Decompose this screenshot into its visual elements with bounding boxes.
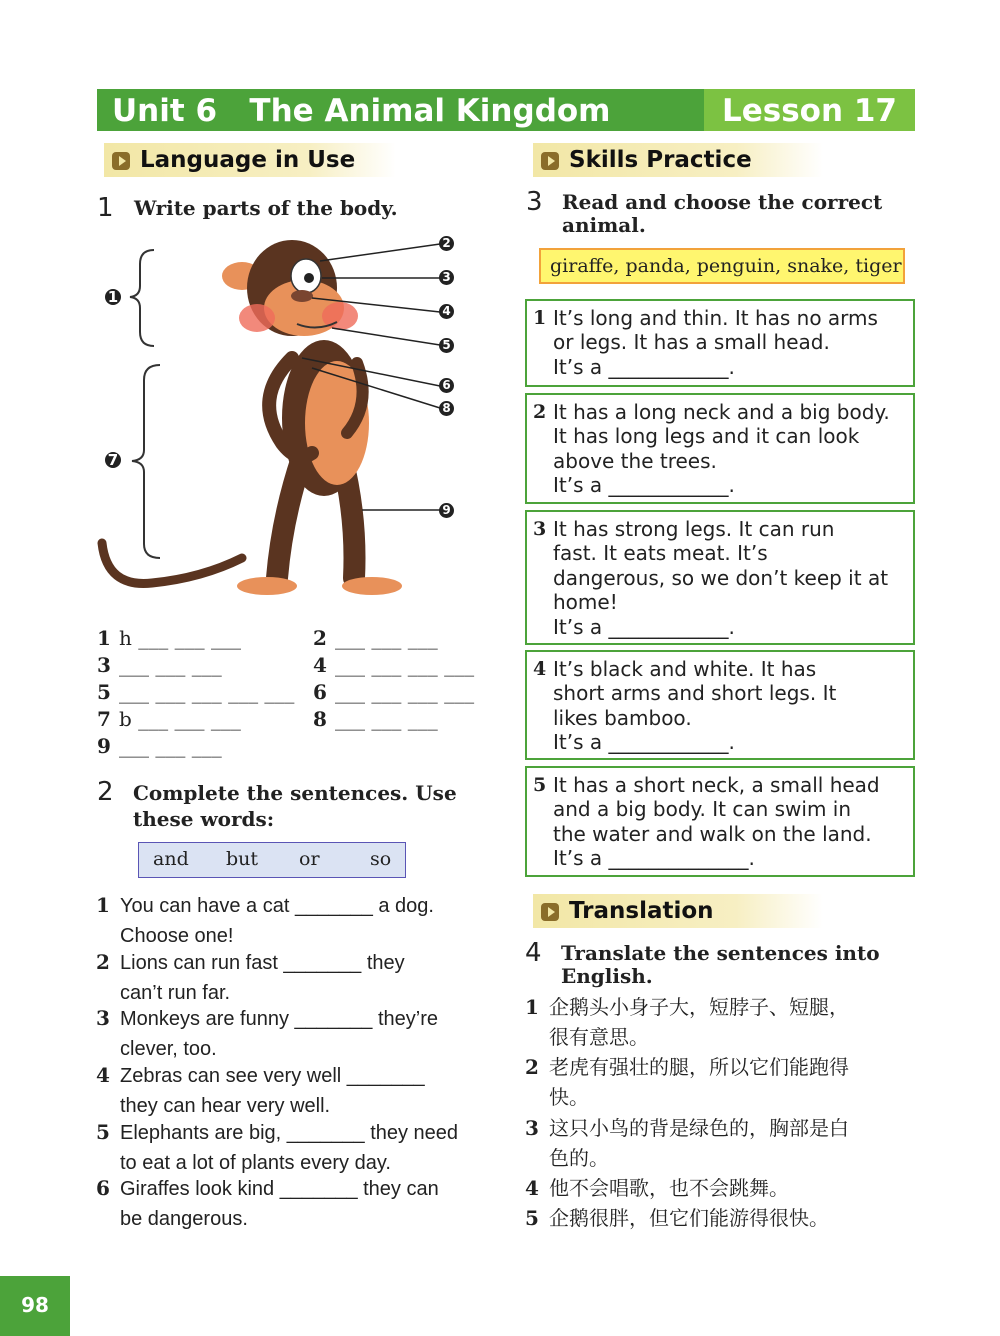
task-instruction: Write parts of the body. (134, 196, 398, 220)
riddle-text: It has strong legs. It can run fast. It eats meat. It’s dangerous, so we don’t keep it at home! It’s a ____________. (553, 517, 889, 639)
task-number: 4 (525, 938, 542, 968)
callout-7: 7 (105, 452, 121, 468)
callout-3: 3 (439, 270, 454, 285)
page-number: 98 (21, 1293, 49, 1317)
callout-9: 9 (439, 503, 454, 518)
riddle-text: It has a long neck and a big body. It has long legs and it can look above the trees. It’s a ____________. (553, 400, 890, 498)
translate-sentence-4[interactable]: 4 他不会唱歌，也不会跳舞。 (525, 1176, 789, 1200)
riddle-text: It has a short neck, a small head and a big body. It can swim in the water and walk on the land. It’s a ______________. (553, 773, 880, 871)
translate-sentence-2[interactable]: 2 老虎有强壮的腿，所以它们能跑得 快。 (525, 1055, 849, 1109)
section-title: Language in Use (140, 147, 356, 173)
task-instruction: Read and choose the correct (562, 190, 883, 214)
callout-8: 8 (439, 401, 454, 416)
answer-4[interactable]: 4 ___ ___ ___ ___ (313, 653, 475, 677)
animal-words: giraffe, panda, penguin, snake, tiger (550, 255, 902, 277)
section-title: Skills Practice (569, 147, 752, 173)
animal-word-bank (539, 248, 905, 284)
task-number: 1 (97, 193, 114, 223)
word-and: and (153, 848, 189, 870)
callout-6: 6 (439, 378, 454, 393)
riddle-box-2[interactable]: 2 It has a long neck and a big body. It has long legs and it can look above the trees. It’s a ____________. (525, 393, 915, 504)
riddle-text: It’s black and white. It has short arms and short legs. It likes bamboo. It’s a ____________. (553, 657, 837, 755)
play-icon (541, 152, 559, 170)
riddle-box-4[interactable]: 4 It’s black and white. It has short arms and short legs. It likes bamboo. It’s a ____________. (525, 650, 915, 760)
answer-3[interactable]: 3 ___ ___ ___ (97, 653, 222, 677)
sentence-3[interactable]: 3 Monkeys are funny _______ they’re clever, too. (96, 1006, 438, 1060)
task-instruction: Complete the sentences. Use (133, 781, 457, 805)
translate-sentence-3[interactable]: 3 这只小鸟的背是绿色的，胸部是白 色的。 (525, 1116, 849, 1170)
answer-6[interactable]: 6 ___ ___ ___ ___ (313, 680, 475, 704)
callout-4: 4 (439, 304, 454, 319)
riddle-box-3[interactable]: 3 It has strong legs. It can run fast. It eats meat. It’s dangerous, so we don’t keep it at home! It’s a ____________. (525, 510, 915, 645)
sentence-1[interactable]: 1 You can have a cat _______ a dog. Choose one! (96, 893, 434, 947)
answer-5[interactable]: 5 ___ ___ ___ ___ ___ (97, 680, 295, 704)
play-icon (112, 152, 130, 170)
play-icon (541, 903, 559, 921)
callout-1: 1 (105, 289, 121, 305)
task-number: 3 (526, 187, 543, 217)
unit-title: Unit 6 The Animal Kingdom (112, 93, 611, 129)
section-title: Translation (569, 898, 714, 924)
riddle-text: It’s long and thin. It has no arms or legs. It has a small head. It’s a ____________. (553, 306, 878, 379)
lesson-title: Lesson 17 (722, 93, 897, 129)
task-instruction-cont: English. (561, 964, 653, 988)
riddle-box-5[interactable]: 5 It has a short neck, a small head and a big body. It can swim in the water and walk on the land. It’s a ______________. (525, 766, 915, 877)
task-instruction: Translate the sentences into (561, 941, 880, 965)
section-language-in-use (104, 143, 396, 177)
callout-2: 2 (439, 236, 454, 251)
translate-sentence-1[interactable]: 1 企鹅头小身子大，短脖子、短腿， 很有意思。 (525, 995, 849, 1049)
task-instruction-cont: animal. (562, 213, 646, 237)
monkey-illustration (92, 228, 472, 623)
translate-sentence-5[interactable]: 5 企鹅很胖，但它们能游得很快。 (525, 1206, 829, 1230)
answer-1[interactable]: 1 h ___ ___ ___ (97, 626, 241, 650)
sentence-5[interactable]: 5 Elephants are big, _______ they need to eat a lot of plants every day. (96, 1120, 459, 1174)
word-so: so (370, 848, 392, 870)
word-or: or (299, 848, 320, 870)
task-instruction-cont: these words: (133, 807, 275, 831)
sentence-4[interactable]: 4 Zebras can see very well _______ they can hear very well. (96, 1063, 425, 1117)
riddle-box-1[interactable]: 1 It’s long and thin. It has no arms or legs. It has a small head. It’s a ____________. (525, 299, 915, 387)
task-number: 2 (97, 777, 114, 807)
answer-7[interactable]: 7 b ___ ___ ___ (97, 707, 241, 731)
sentence-6[interactable]: 6 Giraffes look kind _______ they can be dangerous. (96, 1176, 439, 1230)
word-bank (138, 842, 406, 878)
answer-9[interactable]: 9 ___ ___ ___ (97, 734, 222, 758)
word-but: but (226, 848, 259, 870)
section-translation (533, 894, 823, 928)
answer-8[interactable]: 8 ___ ___ ___ (313, 707, 438, 731)
sentence-2[interactable]: 2 Lions can run fast _______ they can’t run far. (96, 950, 405, 1004)
callout-5: 5 (439, 338, 454, 353)
answer-2[interactable]: 2 ___ ___ ___ (313, 626, 438, 650)
section-skills-practice (533, 143, 823, 177)
